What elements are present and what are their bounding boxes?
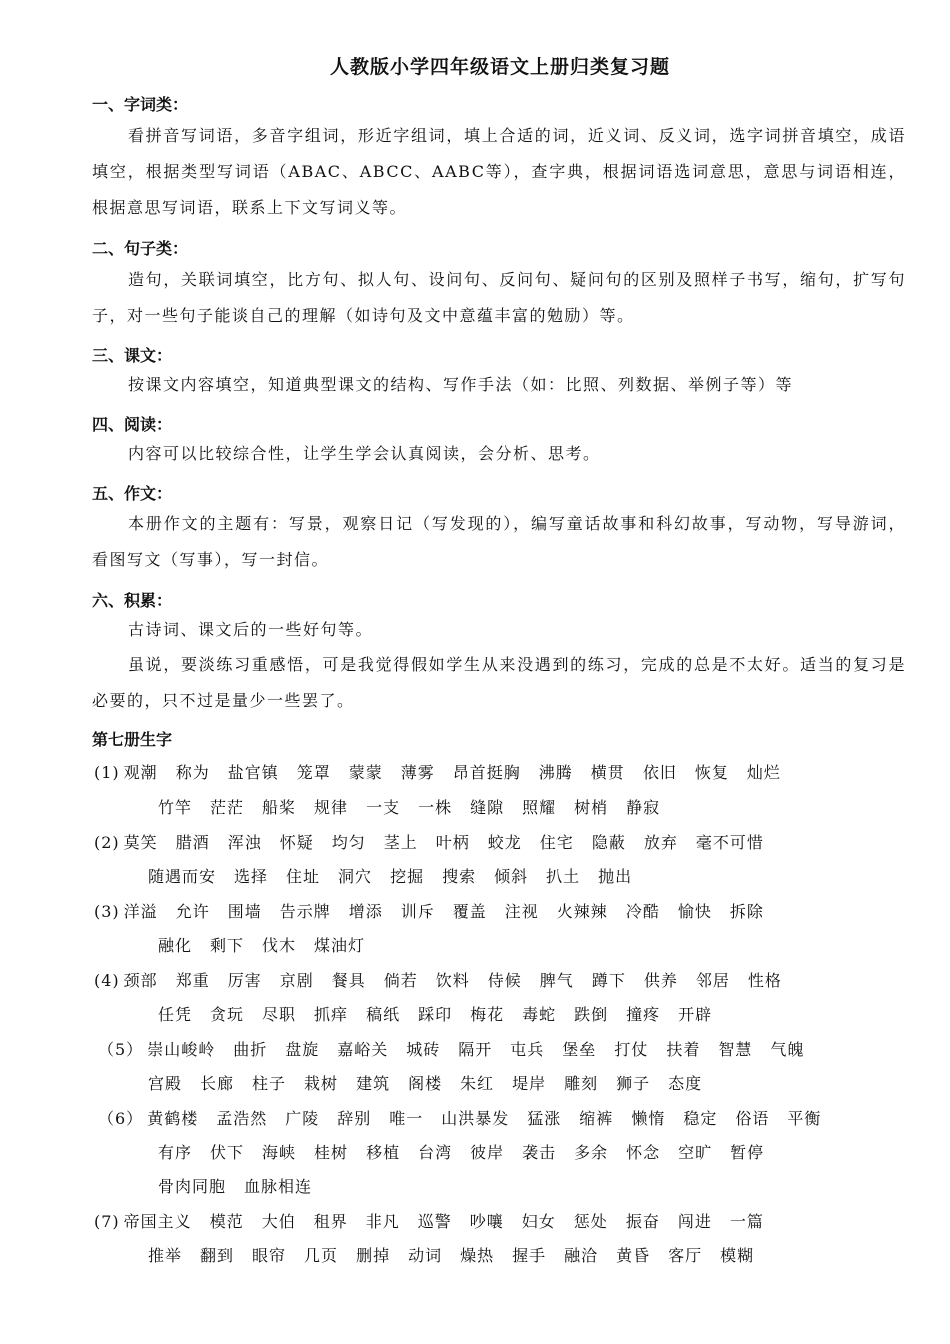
vocab-word: 血脉相连 — [244, 1177, 313, 1196]
vocab-word: 租界 — [313, 1212, 348, 1231]
vocab-word: 打仗 — [614, 1040, 649, 1059]
vocab-word: 一篇 — [729, 1212, 764, 1231]
vocab-word: 闯进 — [677, 1212, 712, 1231]
vocab-word: 放弃 — [643, 833, 678, 852]
vocab-word: 彼岸 — [470, 1143, 505, 1162]
vocab-word: 握手 — [512, 1246, 547, 1265]
vocab-word: 扒土 — [546, 867, 581, 886]
vocab-word: 栽树 — [304, 1074, 339, 1093]
vocab-word: 均匀 — [331, 833, 366, 852]
vocab-line-number: (3) — [94, 902, 120, 921]
vocab-word: 一支 — [366, 798, 401, 817]
vocab-word: 删掉 — [356, 1246, 391, 1265]
vocab-word: 扶着 — [666, 1040, 701, 1059]
vocab-word: 宫殿 — [148, 1074, 183, 1093]
vocab-word: 骨肉同胞 — [158, 1177, 227, 1196]
section-body-1: 看拼音写词语，多音字组词，形近字组词，填上合适的词，近义词、反义词，选字词拼音填空，成语填空，根据类型写词语（ABAC、ABCC、AABC等），查字典，根据词语选词意思，意思与词语相连，根据意思写词语，联系上下文写词义等。 — [92, 126, 906, 217]
vocab-line — [158, 933, 383, 956]
vocab-word: 模范 — [209, 1212, 244, 1231]
vocab-line — [148, 1071, 720, 1094]
vocab-word: 船桨 — [262, 798, 297, 817]
vocab-word: 叶柄 — [435, 833, 470, 852]
vocab-word: 抛出 — [598, 867, 633, 886]
vocab-word: 伐木 — [262, 936, 297, 955]
vocab-word: 稿纸 — [366, 1005, 401, 1024]
vocab-word: 曲折 — [233, 1040, 268, 1059]
vocab-word: 京剧 — [279, 971, 314, 990]
vocab-word: 脾气 — [539, 971, 574, 990]
vocab-word: 煤油灯 — [314, 936, 366, 955]
vocab-word: 贪玩 — [210, 1005, 245, 1024]
vocab-word: 一株 — [418, 798, 453, 817]
vocab-word: 袭击 — [522, 1143, 557, 1162]
vocab-word: 城砖 — [406, 1040, 441, 1059]
vocab-word: 隔开 — [458, 1040, 493, 1059]
vocab-word: 阁楼 — [408, 1074, 443, 1093]
vocab-word: 浑浊 — [227, 833, 262, 852]
vocab-line-number: （5） — [98, 1040, 144, 1059]
vocab-word: 态度 — [668, 1074, 703, 1093]
vocab-word: 厉害 — [227, 971, 262, 990]
vocab-line — [94, 899, 782, 922]
vocab-word: 平衡 — [787, 1109, 822, 1128]
vocab-word: 伏下 — [210, 1143, 245, 1162]
vocab-word: 称为 — [175, 763, 210, 782]
vocab-word: 堡垒 — [562, 1040, 597, 1059]
vocab-word: 笼罩 — [296, 763, 331, 782]
vocab-word: 帝国主义 — [123, 1212, 192, 1231]
vocab-line — [148, 864, 650, 887]
vocab-word: 懒惰 — [631, 1109, 666, 1128]
vocab-word: 薄雾 — [400, 763, 435, 782]
vocab-word: 推举 — [148, 1246, 183, 1265]
vocab-word: 移植 — [366, 1143, 401, 1162]
vocab-line — [158, 1174, 330, 1197]
vocab-word: 吵嚷 — [469, 1212, 504, 1231]
vocab-word: 暂停 — [730, 1143, 765, 1162]
vocab-word: 气魄 — [770, 1040, 805, 1059]
vocab-word: 颈部 — [123, 971, 158, 990]
vocab-word: 供养 — [643, 971, 678, 990]
vocab-word: 翻到 — [200, 1246, 235, 1265]
vocab-word: 怀念 — [626, 1143, 661, 1162]
vocab-word: 恢复 — [694, 763, 729, 782]
vocab-word: 妇女 — [521, 1212, 556, 1231]
vocab-word: 选择 — [234, 867, 269, 886]
vocab-word: 巡警 — [417, 1212, 452, 1231]
vocab-word: 毒蛇 — [522, 1005, 557, 1024]
vocab-word: 缩裤 — [579, 1109, 614, 1128]
section-heading-3: 三、课文： — [92, 346, 173, 365]
vocab-word: 拆除 — [729, 902, 764, 921]
vocab-word: 倘若 — [383, 971, 418, 990]
vocab-word: 山洪暴发 — [441, 1109, 510, 1128]
vocab-word: 洋溢 — [123, 902, 158, 921]
vocab-word: 多余 — [574, 1143, 609, 1162]
vocab-word: 静寂 — [626, 798, 661, 817]
vocab-word: 怀疑 — [279, 833, 314, 852]
vocab-word: 缝隙 — [470, 798, 505, 817]
vocab-word: 盐官镇 — [227, 763, 279, 782]
vocab-line-number: (1) — [94, 763, 120, 782]
vocab-word: 台湾 — [418, 1143, 453, 1162]
vocab-line — [158, 1002, 730, 1025]
vocab-word: 冷酷 — [625, 902, 660, 921]
vocab-word: 有序 — [158, 1143, 193, 1162]
vocab-word: 侍候 — [487, 971, 522, 990]
vocab-line — [148, 1243, 772, 1266]
vocab-word: 盘旋 — [285, 1040, 320, 1059]
vocab-word: 邻居 — [695, 971, 730, 990]
vocab-word: 智慧 — [718, 1040, 753, 1059]
vocab-word: 覆盖 — [452, 902, 487, 921]
vocab-word: 昂首挺胸 — [452, 763, 521, 782]
vocab-word: 孟浩然 — [216, 1109, 268, 1128]
vocab-word: 告示牌 — [279, 902, 331, 921]
vocab-word: 餐具 — [331, 971, 366, 990]
vocab-word: 洞穴 — [338, 867, 373, 886]
vocab-word: 唯一 — [389, 1109, 424, 1128]
vocab-word: 撞疼 — [626, 1005, 661, 1024]
vocab-word: 随遇而安 — [148, 867, 217, 886]
vocab-line-number: (2) — [94, 833, 120, 852]
vocab-heading: 第七册生字 — [92, 730, 173, 749]
vocab-word: 抓痒 — [314, 1005, 349, 1024]
vocab-word: 振奋 — [625, 1212, 660, 1231]
vocab-word: 嘉峪关 — [337, 1040, 389, 1059]
vocab-word: 堤岸 — [512, 1074, 547, 1093]
closing-paragraph: 虽说，要淡练习重感悟，可是我觉得假如学生从来没遇到的练习，完成的总是不太好。适当的复习是必要的，只不过是量少一些罢了。 — [92, 655, 906, 710]
vocab-word: 茎上 — [383, 833, 418, 852]
vocab-word: 踩印 — [418, 1005, 453, 1024]
vocab-word: 住宅 — [539, 833, 574, 852]
vocab-line — [94, 968, 800, 991]
vocab-word: 横贯 — [590, 763, 625, 782]
vocab-word: 搜索 — [442, 867, 477, 886]
vocab-word: 稳定 — [683, 1109, 718, 1128]
vocab-line — [98, 1106, 839, 1129]
vocab-word: 动词 — [408, 1246, 443, 1265]
vocab-word: 桂树 — [314, 1143, 349, 1162]
vocab-word: 柱子 — [252, 1074, 287, 1093]
vocab-word: 模糊 — [720, 1246, 755, 1265]
vocab-word: 惩处 — [573, 1212, 608, 1231]
vocab-word: 愉快 — [677, 902, 712, 921]
vocab-line — [158, 1140, 782, 1163]
vocab-word: 融洽 — [564, 1246, 599, 1265]
vocab-word: 朱红 — [460, 1074, 495, 1093]
vocab-word: 沸腾 — [538, 763, 573, 782]
vocab-word: 猛涨 — [527, 1109, 562, 1128]
vocab-word: 梅花 — [470, 1005, 505, 1024]
vocab-line — [158, 795, 678, 818]
vocab-word: 跌倒 — [574, 1005, 609, 1024]
vocab-word: 蛟龙 — [487, 833, 522, 852]
vocab-word: 俗语 — [735, 1109, 770, 1128]
vocab-word: 黄鹤楼 — [147, 1109, 199, 1128]
vocab-word: 几页 — [304, 1246, 339, 1265]
vocab-word: 毫不可惜 — [695, 833, 764, 852]
vocab-word: 照耀 — [522, 798, 557, 817]
vocab-word: 规律 — [314, 798, 349, 817]
vocab-word: 饮料 — [435, 971, 470, 990]
vocab-line-number: (4) — [94, 971, 120, 990]
vocab-line — [98, 1037, 822, 1060]
vocab-word: 竹竿 — [158, 798, 193, 817]
vocab-line — [94, 760, 799, 783]
vocab-line-number: (7) — [94, 1212, 120, 1231]
vocab-word: 灿烂 — [746, 763, 781, 782]
vocab-word: 性格 — [747, 971, 782, 990]
vocab-word: 狮子 — [616, 1074, 651, 1093]
vocab-word: 大伯 — [261, 1212, 296, 1231]
vocab-word: 广陵 — [285, 1109, 320, 1128]
vocab-word: 观潮 — [123, 763, 158, 782]
section-heading-2: 二、句子类： — [92, 239, 189, 258]
vocab-word: 住址 — [286, 867, 321, 886]
vocab-word: 腊酒 — [175, 833, 210, 852]
vocab-line — [94, 1209, 782, 1232]
vocab-line — [94, 830, 782, 853]
vocab-word: 海峡 — [262, 1143, 297, 1162]
vocab-word: 火辣辣 — [556, 902, 608, 921]
vocab-word: 蹲下 — [591, 971, 626, 990]
section-heading-4: 四、阅读： — [92, 415, 173, 434]
vocab-word: 茫茫 — [210, 798, 245, 817]
vocab-word: 空旷 — [678, 1143, 713, 1162]
vocab-word: 任凭 — [158, 1005, 193, 1024]
section-body-4: 内容可以比较综合性，让学生学会认真阅读，会分析、思考。 — [128, 444, 601, 463]
vocab-word: 辞别 — [337, 1109, 372, 1128]
vocab-word: 屯兵 — [510, 1040, 545, 1059]
vocab-word: 训斥 — [400, 902, 435, 921]
vocab-word: 围墙 — [227, 902, 262, 921]
vocab-line-number: （6） — [98, 1109, 144, 1128]
vocab-word: 注视 — [504, 902, 539, 921]
vocab-word: 眼帘 — [252, 1246, 287, 1265]
vocab-word: 挖掘 — [390, 867, 425, 886]
vocab-word: 隐蔽 — [591, 833, 626, 852]
vocab-word: 郑重 — [175, 971, 210, 990]
vocab-word: 依旧 — [642, 763, 677, 782]
vocab-word: 蒙蒙 — [348, 763, 383, 782]
vocab-word: 客厅 — [668, 1246, 703, 1265]
section-body-6: 古诗词、课文后的一些好句等。 — [128, 620, 374, 639]
vocab-word: 长廊 — [200, 1074, 235, 1093]
vocab-word: 燥热 — [460, 1246, 495, 1265]
section-body-3: 按课文内容填空，知道典型课文的结构、写作手法（如：比照、列数据、举例子等）等 — [128, 375, 794, 394]
section-heading-6: 六、积累： — [92, 591, 173, 610]
vocab-word: 倾斜 — [494, 867, 529, 886]
vocab-word: 建筑 — [356, 1074, 391, 1093]
vocab-word: 莫笑 — [123, 833, 158, 852]
page-title: 人教版小学四年级语文上册归类复习题 — [330, 56, 671, 78]
vocab-word: 剩下 — [210, 936, 245, 955]
section-heading-1: 一、字词类： — [92, 95, 189, 114]
section-body-5: 本册作文的主题有：写景，观察日记（写发现的），编写童话故事和科幻故事，写动物，写导游词，看图写文（写事），写一封信。 — [92, 514, 906, 569]
vocab-word: 黄昏 — [616, 1246, 651, 1265]
vocab-word: 允许 — [175, 902, 210, 921]
vocab-word: 增添 — [348, 902, 383, 921]
section-body-2: 造句，关联词填空，比方句、拟人句、设问句、反问句、疑问句的区别及照样子书写，缩句，扩写句子，对一些句子能谈自己的理解（如诗句及文中意蕴丰富的勉励）等。 — [92, 270, 906, 325]
vocab-word: 雕刻 — [564, 1074, 599, 1093]
vocab-word: 融化 — [158, 936, 193, 955]
vocab-word: 崇山峻岭 — [147, 1040, 216, 1059]
vocab-word: 尽职 — [262, 1005, 297, 1024]
section-heading-5: 五、作文： — [92, 484, 173, 503]
vocab-word: 非凡 — [365, 1212, 400, 1231]
vocab-word: 开辟 — [678, 1005, 713, 1024]
vocab-word: 树梢 — [574, 798, 609, 817]
